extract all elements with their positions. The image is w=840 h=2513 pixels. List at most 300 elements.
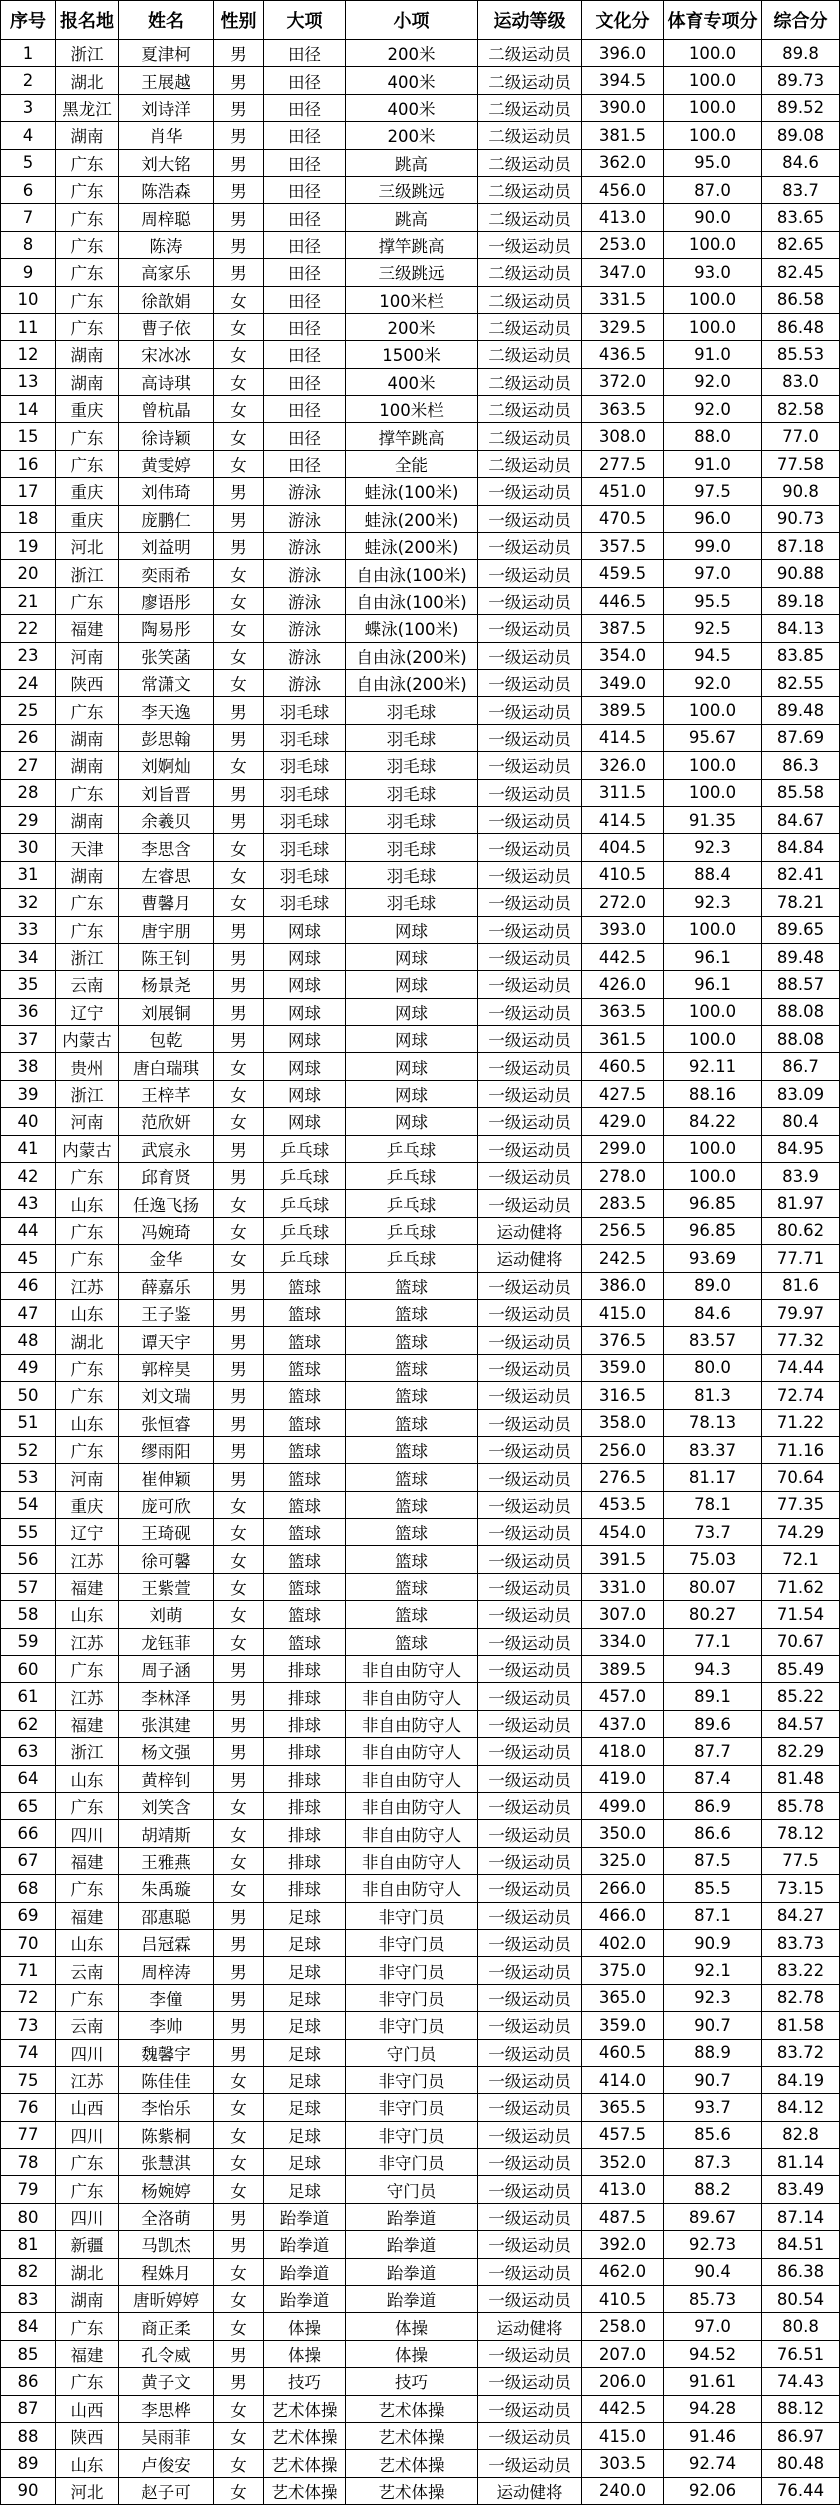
cell-sport: 网球 (264, 943, 346, 970)
cell-level: 二级运动员 (478, 149, 582, 176)
cell-level: 一级运动员 (478, 1573, 582, 1600)
cell-sport-score: 100.0 (664, 231, 762, 258)
cell-name: 任逸飞扬 (119, 1190, 214, 1217)
cell-event: 跆拳道 (346, 2286, 478, 2313)
cell-gender: 女 (214, 1628, 264, 1655)
cell-level: 一级运动员 (478, 1957, 582, 1984)
cell-region: 湖南 (56, 122, 119, 149)
cell-index: 4 (1, 122, 56, 149)
cell-region: 广东 (56, 149, 119, 176)
cell-event: 非守门员 (346, 2149, 478, 2176)
cell-total-score: 87.18 (762, 533, 840, 560)
cell-sport: 排球 (264, 1765, 346, 1792)
cell-index: 19 (1, 533, 56, 560)
cell-event: 乒乓球 (346, 1190, 478, 1217)
cell-sport: 游泳 (264, 587, 346, 614)
cell-region: 重庆 (56, 478, 119, 505)
table-row (1, 1875, 840, 1902)
cell-event: 篮球 (346, 1573, 478, 1600)
cell-level: 一级运动员 (478, 2450, 582, 2477)
table-row (1, 1053, 840, 1080)
cell-total-score: 88.57 (762, 971, 840, 998)
table-row (1, 998, 840, 1025)
cell-gender: 男 (214, 1436, 264, 1463)
cell-gender: 女 (214, 450, 264, 477)
cell-event: 体操 (346, 2313, 478, 2340)
cell-sport: 田径 (264, 286, 346, 313)
table-row (1, 2340, 840, 2367)
table-body (1, 40, 840, 2505)
cell-sport: 排球 (264, 1683, 346, 1710)
table-row (1, 1765, 840, 1792)
cell-total-score: 84.67 (762, 806, 840, 833)
cell-index: 16 (1, 450, 56, 477)
cell-academic-score: 414.0 (582, 2066, 664, 2093)
cell-event: 乒乓球 (346, 1163, 478, 1190)
cell-index: 37 (1, 1026, 56, 1053)
cell-index: 28 (1, 779, 56, 806)
cell-sport-score: 88.16 (664, 1080, 762, 1107)
cell-total-score: 76.44 (762, 2477, 840, 2504)
cell-index: 13 (1, 368, 56, 395)
cell-index: 70 (1, 1929, 56, 1956)
cell-level: 一级运动员 (478, 2066, 582, 2093)
cell-name: 王展越 (119, 67, 214, 94)
cell-index: 49 (1, 1354, 56, 1381)
cell-total-score: 72.1 (762, 1546, 840, 1573)
table-row (1, 669, 840, 696)
cell-gender: 女 (214, 587, 264, 614)
cell-index: 3 (1, 94, 56, 121)
cell-total-score: 80.4 (762, 1108, 840, 1135)
cell-region: 山东 (56, 1601, 119, 1628)
cell-region: 湖北 (56, 67, 119, 94)
table-row (1, 1793, 840, 1820)
cell-level: 一级运动员 (478, 2176, 582, 2203)
cell-name: 陈涛 (119, 231, 214, 258)
cell-level: 一级运动员 (478, 1656, 582, 1683)
cell-region: 广东 (56, 779, 119, 806)
cell-region: 山东 (56, 1190, 119, 1217)
cell-total-score: 83.85 (762, 642, 840, 669)
cell-sport: 羽毛球 (264, 752, 346, 779)
cell-academic-score: 347.0 (582, 259, 664, 286)
cell-total-score: 89.65 (762, 916, 840, 943)
cell-gender: 男 (214, 2203, 264, 2230)
table-row (1, 1163, 840, 1190)
table-row (1, 1464, 840, 1491)
cell-name: 武宸永 (119, 1135, 214, 1162)
cell-event: 篮球 (346, 1628, 478, 1655)
cell-total-score: 84.6 (762, 149, 840, 176)
table-row (1, 67, 840, 94)
col-header-sport: 大项 (264, 1, 346, 40)
cell-region: 广东 (56, 1354, 119, 1381)
cell-sport: 足球 (264, 1984, 346, 2011)
cell-level: 一级运动员 (478, 2121, 582, 2148)
cell-sport: 足球 (264, 2149, 346, 2176)
cell-sport: 游泳 (264, 615, 346, 642)
cell-sport-score: 91.35 (664, 806, 762, 833)
cell-index: 79 (1, 2176, 56, 2203)
cell-event: 蛙泳(100米) (346, 478, 478, 505)
cell-gender: 男 (214, 94, 264, 121)
cell-level: 二级运动员 (478, 259, 582, 286)
cell-region: 山西 (56, 2395, 119, 2422)
cell-index: 39 (1, 1080, 56, 1107)
cell-index: 71 (1, 1957, 56, 1984)
table-row (1, 286, 840, 313)
cell-total-score: 89.18 (762, 587, 840, 614)
cell-gender: 男 (214, 1354, 264, 1381)
cell-sport-score: 92.11 (664, 1053, 762, 1080)
cell-region: 湖南 (56, 806, 119, 833)
cell-gender: 男 (214, 971, 264, 998)
cell-academic-score: 410.5 (582, 861, 664, 888)
cell-gender: 男 (214, 259, 264, 286)
cell-event: 艺术体操 (346, 2477, 478, 2504)
col-header-gender: 性别 (214, 1, 264, 40)
cell-sport: 田径 (264, 94, 346, 121)
cell-name: 唐昕婷婷 (119, 2286, 214, 2313)
cell-academic-score: 457.5 (582, 2121, 664, 2148)
cell-event: 羽毛球 (346, 834, 478, 861)
cell-event: 三级跳远 (346, 259, 478, 286)
cell-event: 400米 (346, 94, 478, 121)
cell-sport: 足球 (264, 1957, 346, 1984)
cell-name: 李天逸 (119, 697, 214, 724)
cell-total-score: 83.09 (762, 1080, 840, 1107)
cell-total-score: 83.7 (762, 176, 840, 203)
cell-gender: 男 (214, 1683, 264, 1710)
cell-event: 羽毛球 (346, 779, 478, 806)
cell-total-score: 89.73 (762, 67, 840, 94)
cell-academic-score: 390.0 (582, 94, 664, 121)
cell-total-score: 78.21 (762, 889, 840, 916)
cell-gender: 男 (214, 1382, 264, 1409)
table-row (1, 1026, 840, 1053)
cell-level: 一级运动员 (478, 2422, 582, 2449)
cell-sport: 篮球 (264, 1327, 346, 1354)
cell-sport: 网球 (264, 971, 346, 998)
cell-sport-score: 87.0 (664, 176, 762, 203)
table-row (1, 1436, 840, 1463)
cell-index: 22 (1, 615, 56, 642)
cell-index: 61 (1, 1683, 56, 1710)
cell-academic-score: 350.0 (582, 1820, 664, 1847)
cell-event: 网球 (346, 1053, 478, 1080)
cell-event: 非自由防守人 (346, 1656, 478, 1683)
cell-level: 一级运动员 (478, 1710, 582, 1737)
cell-name: 张淇建 (119, 1710, 214, 1737)
cell-level: 一级运动员 (478, 752, 582, 779)
cell-total-score: 81.14 (762, 2149, 840, 2176)
table-row (1, 2422, 840, 2449)
col-header-academic-score: 文化分 (582, 1, 664, 40)
cell-gender: 男 (214, 1738, 264, 1765)
cell-event: 篮球 (346, 1519, 478, 1546)
cell-level: 一级运动员 (478, 1793, 582, 1820)
cell-index: 26 (1, 724, 56, 751)
table-row (1, 2203, 840, 2230)
cell-sport: 乒乓球 (264, 1163, 346, 1190)
cell-gender: 女 (214, 2395, 264, 2422)
cell-name: 魏馨宇 (119, 2039, 214, 2066)
cell-name: 商正柔 (119, 2313, 214, 2340)
cell-total-score: 72.74 (762, 1382, 840, 1409)
cell-index: 54 (1, 1491, 56, 1518)
cell-event: 乒乓球 (346, 1245, 478, 1272)
cell-region: 浙江 (56, 1080, 119, 1107)
cell-region: 四川 (56, 1820, 119, 1847)
cell-gender: 男 (214, 697, 264, 724)
cell-sport-score: 77.1 (664, 1628, 762, 1655)
cell-index: 2 (1, 67, 56, 94)
cell-name: 彭思翰 (119, 724, 214, 751)
cell-sport: 篮球 (264, 1573, 346, 1600)
cell-academic-score: 437.0 (582, 1710, 664, 1737)
cell-sport: 篮球 (264, 1299, 346, 1326)
cell-sport: 田径 (264, 259, 346, 286)
cell-total-score: 86.97 (762, 2422, 840, 2449)
cell-total-score: 82.41 (762, 861, 840, 888)
cell-gender: 女 (214, 1875, 264, 1902)
cell-sport-score: 88.9 (664, 2039, 762, 2066)
cell-sport: 艺术体操 (264, 2395, 346, 2422)
cell-event: 艺术体操 (346, 2395, 478, 2422)
table-row (1, 2477, 840, 2504)
cell-academic-score: 470.5 (582, 505, 664, 532)
cell-region: 河北 (56, 533, 119, 560)
cell-index: 50 (1, 1382, 56, 1409)
table-row (1, 2066, 840, 2093)
table-row (1, 2286, 840, 2313)
cell-total-score: 84.95 (762, 1135, 840, 1162)
cell-name: 卢俊安 (119, 2450, 214, 2477)
cell-name: 黄雯婷 (119, 450, 214, 477)
cell-level: 一级运动员 (478, 1190, 582, 1217)
cell-index: 74 (1, 2039, 56, 2066)
cell-sport-score: 96.85 (664, 1190, 762, 1217)
cell-region: 江苏 (56, 2066, 119, 2093)
cell-gender: 女 (214, 1053, 264, 1080)
cell-sport-score: 93.69 (664, 1245, 762, 1272)
cell-academic-score: 413.0 (582, 2176, 664, 2203)
cell-level: 一级运动员 (478, 1135, 582, 1162)
cell-total-score: 88.08 (762, 998, 840, 1025)
cell-sport-score: 75.03 (664, 1546, 762, 1573)
cell-index: 85 (1, 2340, 56, 2367)
cell-total-score: 77.32 (762, 1327, 840, 1354)
cell-name: 赵子可 (119, 2477, 214, 2504)
table-row (1, 368, 840, 395)
cell-index: 12 (1, 341, 56, 368)
cell-level: 一级运动员 (478, 2149, 582, 2176)
cell-index: 60 (1, 1656, 56, 1683)
cell-region: 广东 (56, 450, 119, 477)
cell-sport: 足球 (264, 2066, 346, 2093)
cell-sport-score: 88.2 (664, 2176, 762, 2203)
cell-academic-score: 242.5 (582, 1245, 664, 1272)
table-row (1, 40, 840, 67)
cell-region: 广东 (56, 2149, 119, 2176)
cell-sport-score: 88.4 (664, 861, 762, 888)
cell-sport-score: 89.1 (664, 1683, 762, 1710)
cell-region: 内蒙古 (56, 1135, 119, 1162)
cell-academic-score: 349.0 (582, 669, 664, 696)
cell-sport-score: 91.46 (664, 2422, 762, 2449)
cell-academic-score: 258.0 (582, 2313, 664, 2340)
cell-academic-score: 358.0 (582, 1409, 664, 1436)
cell-academic-score: 460.5 (582, 1053, 664, 1080)
table-row (1, 615, 840, 642)
table-row (1, 1245, 840, 1272)
cell-academic-score: 365.0 (582, 1984, 664, 2011)
cell-region: 广东 (56, 176, 119, 203)
cell-name: 曹子依 (119, 313, 214, 340)
cell-academic-score: 442.5 (582, 943, 664, 970)
cell-index: 83 (1, 2286, 56, 2313)
cell-gender: 男 (214, 67, 264, 94)
cell-name: 陈紫桐 (119, 2121, 214, 2148)
cell-name: 金华 (119, 1245, 214, 1272)
cell-academic-score: 354.0 (582, 642, 664, 669)
cell-index: 8 (1, 231, 56, 258)
cell-event: 非自由防守人 (346, 1847, 478, 1874)
cell-level: 一级运动员 (478, 1929, 582, 1956)
cell-sport-score: 94.3 (664, 1656, 762, 1683)
cell-region: 湖南 (56, 861, 119, 888)
cell-sport: 乒乓球 (264, 1245, 346, 1272)
cell-level: 一级运动员 (478, 1519, 582, 1546)
cell-total-score: 87.69 (762, 724, 840, 751)
table-row (1, 2012, 840, 2039)
cell-level: 一级运动员 (478, 697, 582, 724)
cell-gender: 女 (214, 560, 264, 587)
cell-total-score: 78.12 (762, 1820, 840, 1847)
cell-region: 重庆 (56, 505, 119, 532)
cell-index: 57 (1, 1573, 56, 1600)
cell-sport-score: 78.13 (664, 1409, 762, 1436)
cell-event: 网球 (346, 916, 478, 943)
cell-index: 67 (1, 1847, 56, 1874)
cell-academic-score: 329.5 (582, 313, 664, 340)
cell-sport-score: 90.9 (664, 1929, 762, 1956)
cell-sport-score: 83.37 (664, 1436, 762, 1463)
cell-sport-score: 93.0 (664, 259, 762, 286)
cell-event: 篮球 (346, 1382, 478, 1409)
cell-name: 张恒睿 (119, 1409, 214, 1436)
cell-sport-score: 100.0 (664, 779, 762, 806)
table-row (1, 2121, 840, 2148)
cell-name: 王紫萱 (119, 1573, 214, 1600)
cell-sport: 游泳 (264, 533, 346, 560)
cell-total-score: 85.49 (762, 1656, 840, 1683)
cell-academic-score: 415.0 (582, 1299, 664, 1326)
cell-event: 非守门员 (346, 1902, 478, 1929)
cell-academic-score: 278.0 (582, 1163, 664, 1190)
cell-name: 余羲贝 (119, 806, 214, 833)
cell-region: 广东 (56, 1163, 119, 1190)
cell-sport: 足球 (264, 1902, 346, 1929)
cell-name: 庞鹏仁 (119, 505, 214, 532)
cell-name: 刘诗洋 (119, 94, 214, 121)
cell-name: 夏津柯 (119, 40, 214, 67)
cell-sport-score: 92.74 (664, 2450, 762, 2477)
cell-index: 20 (1, 560, 56, 587)
cell-name: 李僮 (119, 1984, 214, 2011)
cell-level: 一级运动员 (478, 1601, 582, 1628)
cell-total-score: 86.3 (762, 752, 840, 779)
cell-level: 二级运动员 (478, 286, 582, 313)
cell-gender: 男 (214, 2231, 264, 2258)
cell-total-score: 90.73 (762, 505, 840, 532)
cell-region: 辽宁 (56, 998, 119, 1025)
cell-level: 一级运动员 (478, 1053, 582, 1080)
cell-gender: 女 (214, 2450, 264, 2477)
table-row (1, 889, 840, 916)
cell-total-score: 77.0 (762, 423, 840, 450)
cell-level: 一级运动员 (478, 1080, 582, 1107)
cell-sport: 羽毛球 (264, 834, 346, 861)
table-row (1, 2094, 840, 2121)
cell-level: 一级运动员 (478, 669, 582, 696)
cell-index: 51 (1, 1409, 56, 1436)
cell-name: 王雅燕 (119, 1847, 214, 1874)
cell-gender: 女 (214, 642, 264, 669)
cell-sport: 网球 (264, 1053, 346, 1080)
cell-academic-score: 456.0 (582, 176, 664, 203)
cell-sport-score: 92.5 (664, 615, 762, 642)
cell-total-score: 81.6 (762, 1272, 840, 1299)
cell-index: 82 (1, 2258, 56, 2285)
cell-event: 撑竿跳高 (346, 231, 478, 258)
cell-name: 曹馨月 (119, 889, 214, 916)
table-row (1, 1519, 840, 1546)
cell-gender: 女 (214, 2313, 264, 2340)
cell-event: 1500米 (346, 341, 478, 368)
cell-gender: 女 (214, 313, 264, 340)
cell-total-score: 80.48 (762, 2450, 840, 2477)
cell-name: 李思桦 (119, 2395, 214, 2422)
cell-name: 崔伸颖 (119, 1464, 214, 1491)
cell-total-score: 86.38 (762, 2258, 840, 2285)
cell-sport-score: 93.7 (664, 2094, 762, 2121)
table-row (1, 752, 840, 779)
cell-academic-score: 392.0 (582, 2231, 664, 2258)
cell-event: 跆拳道 (346, 2258, 478, 2285)
table-row (1, 916, 840, 943)
cell-gender: 男 (214, 149, 264, 176)
cell-gender: 女 (214, 2422, 264, 2449)
cell-sport-score: 85.73 (664, 2286, 762, 2313)
cell-academic-score: 414.5 (582, 806, 664, 833)
cell-index: 68 (1, 1875, 56, 1902)
cell-index: 63 (1, 1738, 56, 1765)
cell-name: 唐白瑞琪 (119, 1053, 214, 1080)
cell-sport: 羽毛球 (264, 724, 346, 751)
cell-total-score: 73.15 (762, 1875, 840, 1902)
cell-sport: 网球 (264, 998, 346, 1025)
cell-event: 羽毛球 (346, 889, 478, 916)
cell-gender: 男 (214, 204, 264, 231)
cell-sport-score: 100.0 (664, 752, 762, 779)
cell-event: 守门员 (346, 2039, 478, 2066)
cell-level: 一级运动员 (478, 1847, 582, 1874)
cell-level: 一级运动员 (478, 1738, 582, 1765)
cell-name: 杨景尧 (119, 971, 214, 998)
cell-name: 张慧淇 (119, 2149, 214, 2176)
